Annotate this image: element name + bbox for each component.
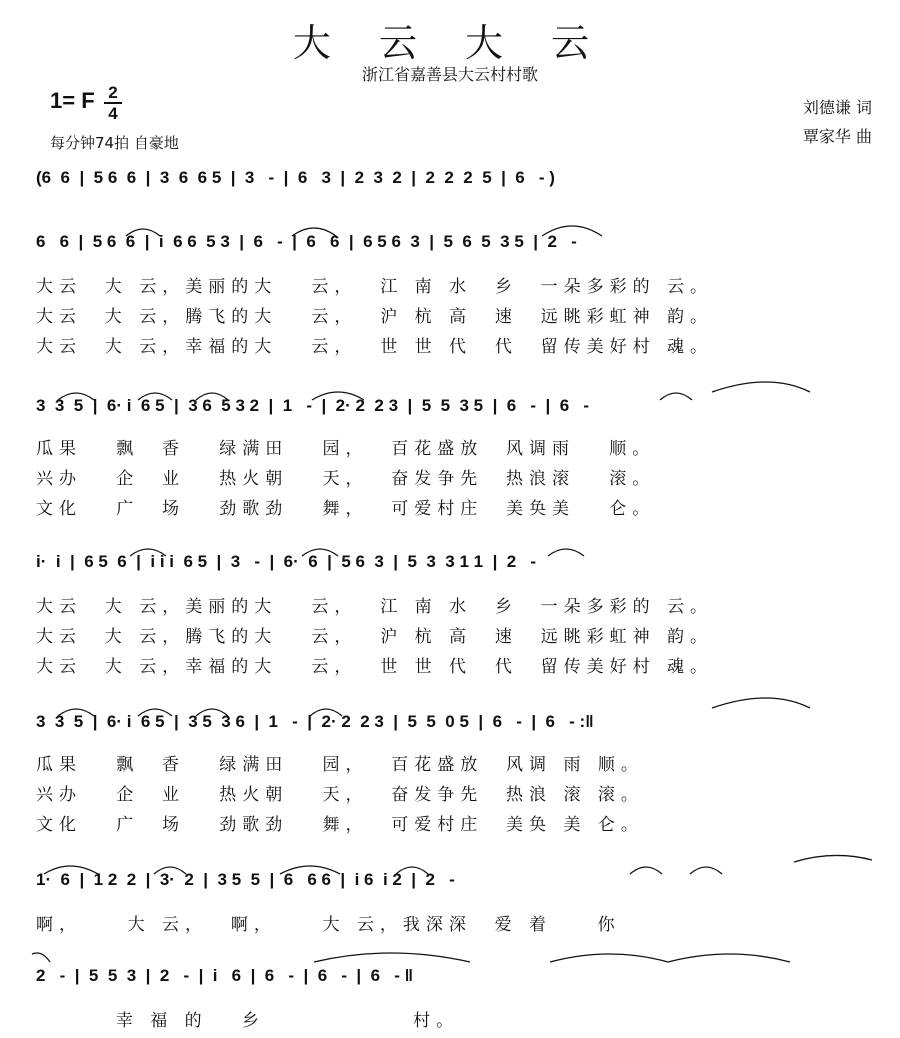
slur-arc (668, 954, 790, 962)
lyric-line: 幸 福 的 乡 村。 (36, 1011, 460, 1031)
slur-arc (712, 382, 810, 392)
time-signature-bottom: 4 (108, 104, 118, 123)
slur-arc (550, 954, 668, 962)
slur-arc (690, 867, 722, 874)
notes-row-4: 3 3 5 | 6· i 6 5 | 3 5 3 6 | 1 - | 2· 2 2 3 | 5 5 0 5 | 6 - | 6 - :‖ (36, 712, 594, 731)
time-signature (104, 84, 122, 122)
lyric-line: 啊， 大 云， 啊， 大 云，我深深 爱 着 你 (36, 915, 621, 935)
slur-arc (630, 867, 662, 874)
slur-arc (660, 393, 692, 400)
notes-row-3: i· i | 6 5 6 | i i i 6 5 | 3 - | 6· 6 | 5 6 3 | 5 3 3 1 1 | 2 - (36, 552, 537, 571)
lyric-verse-2: 兴办 企 业 热火朝 天， 奋发争先 热浪 滚 滚。 (36, 785, 644, 805)
lyric-verse-1: 大云 大 云，美丽的大 云， 江 南 水 乡 一朵多彩的 云。 (36, 597, 714, 617)
lyric-verse-1: 瓜果 飘 香 绿满田 园， 百花盛放 风调雨 顺。 (36, 439, 656, 459)
notes-row-2: 3 3 5 | 6· i 6 5 | 3 6 5 3 2 | 1 - | 2· 2 2 3 | 5 5 3 5 | 6 - | 6 - (36, 396, 589, 415)
key-signature: 1= F (50, 88, 95, 113)
time-signature-top: 2 (108, 83, 118, 102)
lyric-verse-2: 大云 大 云，腾飞的大 云， 沪 杭 高 速 远眺彩虹神 韵。 (36, 627, 714, 647)
lyric-verse-3: 大云 大 云，幸福的大 云， 世 世 代 代 留传美好村 魂。 (36, 657, 714, 677)
slur-arc (32, 953, 50, 962)
tempo-marking: 每分钟74拍 自豪地 (50, 134, 179, 152)
lyric-verse-2: 大云 大 云，腾飞的大 云， 沪 杭 高 速 远眺彩虹神 韵。 (36, 307, 714, 327)
song-title: 大 云 大 云 (292, 21, 608, 65)
lyricist-credit: 刘德谦 词 (802, 98, 872, 117)
slur-arc (314, 953, 470, 962)
song-subtitle: 浙江省嘉善县大云村村歌 (361, 65, 538, 84)
notes-row-6: 2 - | 5 5 3 | 2 - | i 6 | 6 - | 6 - | 6 - ‖ (36, 966, 414, 985)
notes-row-0: (6 6 | 5 6 6 | 3 6 6 5 | 3 - | 6 3 | 2 3 2 | 2 2 2 5 | 6 - ) (36, 168, 555, 187)
lyric-verse-1: 大云 大 云，美丽的大 云， 江 南 水 乡 一朵多彩的 云。 (36, 277, 714, 297)
lyric-verse-2: 兴办 企 业 热火朝 天， 奋发争先 热浪滚 滚。 (36, 469, 656, 489)
notes-row-5: 1· 6 | 1 2 2 | 3· 2 | 3 5 5 | 6 6 6 | i 6 i 2 | 2 - (36, 870, 455, 889)
lyric-verse-3: 文化 广 场 劲歌劲 舞， 可爱村庄 美奂 美 仑。 (36, 815, 644, 835)
composer-credit: 覃家华 曲 (802, 127, 872, 146)
slur-arc (548, 549, 584, 556)
slur-arc (712, 698, 810, 708)
lyric-verse-3: 文化 广 场 劲歌劲 舞， 可爱村庄 美奂美 仑。 (36, 499, 656, 519)
notes-row-1: 6 6 | 5 6 6 | i 6 6 5 3 | 6 - | 6 6 | 6 5 6 3 | 5 6 5 3 5 | 2 - (36, 232, 577, 251)
lyric-verse-1: 瓜果 飘 香 绿满田 园， 百花盛放 风调 雨 顺。 (36, 755, 644, 775)
lyric-verse-3: 大云 大 云，幸福的大 云， 世 世 代 代 留传美好村 魂。 (36, 337, 714, 357)
slur-arc (794, 855, 872, 862)
